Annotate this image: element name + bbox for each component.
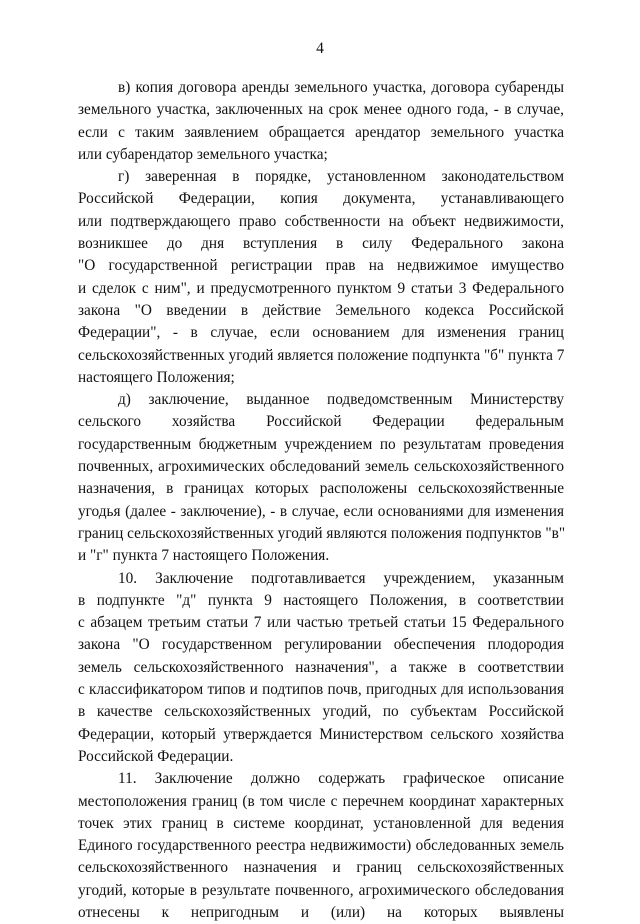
text-line: с абзацем третьим статьи 7 или частью третьей статьи 15 Федерального <box>78 614 564 632</box>
text-line: Единого государственного реестра недвижимости) обследованных земель <box>78 837 564 855</box>
text-line: сельскохозяйственного назначения и границ сельскохозяйственных <box>78 859 564 877</box>
text-line: в подпункте "д" пункта 9 настоящего Положения, в соответствии <box>78 591 564 609</box>
text-line: Федерации, который утверждается Министерством сельского хозяйства <box>78 725 564 743</box>
text-line: угодий, которые в результате почвенного, агрохимического обследования <box>78 881 564 899</box>
text-line: точек этих границ в системе координат, установленной для ведения <box>78 814 564 832</box>
text-line: отнесены к непригодным и (или) на которых выявлены <box>78 903 564 921</box>
text-line: закона "О введении в действие Земельного кодекса Российской <box>78 301 564 319</box>
text-line: земельного участка, заключенных на срок менее одного года, - в случае, <box>78 101 564 119</box>
text-line: с классификатором типов и подтипов почв, пригодных для использования <box>78 681 564 699</box>
text-line: сельскохозяйственных угодий является положение подпункта "б" пункта 7 <box>78 346 565 364</box>
text-line: Российской Федерации, копия документа, устанавливающего <box>78 190 564 208</box>
text-line: земель сельскохозяйственного назначения", а также в соответствии <box>78 658 564 676</box>
text-line: местоположения границ (в том числе с перечнем координат характерных <box>78 792 564 810</box>
text-line: и сделок с ним", и предусмотренного пунктом 9 статьи 3 Федерального <box>78 279 564 297</box>
text-line: "О государственной регистрации прав на недвижимое имущество <box>78 257 564 275</box>
text-line: д) заключение, выданное подведомственным Министерству <box>118 391 564 409</box>
text-line: назначения, в границах которых расположены сельскохозяйственные <box>78 480 564 498</box>
text-line: в) копия договора аренды земельного участка, договора субаренды <box>118 79 564 96</box>
text-line: почвенных, агрохимических обследований земель сельскохозяйственного <box>78 458 564 476</box>
text-line: и "г" пункта 7 настоящего Положения. <box>78 547 330 565</box>
text-line: закона "О государственном регулировании обеспечения плодородия <box>78 636 564 654</box>
text-line: возникшее до дня вступления в силу Федерального закона <box>78 235 564 253</box>
text-line: Российской Федерации. <box>78 747 234 765</box>
text-line: если с таким заявлением обращается арендатор земельного участка <box>78 123 564 141</box>
text-line: 11. Заключение должно содержать графическое описание <box>118 770 564 788</box>
text-line: 10. Заключение подготавливается учреждением, указанным <box>118 569 564 587</box>
text-line: или подтверждающего право собственности на объект недвижимости, <box>78 212 564 230</box>
text-line: г) заверенная в порядке, установленном законодательством <box>118 168 564 186</box>
text-line: в качестве сельскохозяйственных угодий, по субъектам Российской <box>78 703 564 721</box>
text-line: сельского хозяйства Российской Федерации федеральным <box>78 413 564 431</box>
text-line: угодья (далее - заключение), - в случае, если основаниями для изменения <box>78 502 564 520</box>
page-number: 4 <box>316 40 324 57</box>
text-line: Федерации", - в случае, если основанием для изменения границ <box>78 324 564 342</box>
document-body <box>78 77 564 924</box>
text-line: или субарендатор земельного участка; <box>78 145 328 163</box>
text-line: настоящего Положения; <box>78 368 235 386</box>
text-line: границ сельскохозяйственных угодий являются положения подпунктов "в" <box>78 524 566 542</box>
text-line: государственным бюджетным учреждением по результатам проведения <box>78 435 564 453</box>
